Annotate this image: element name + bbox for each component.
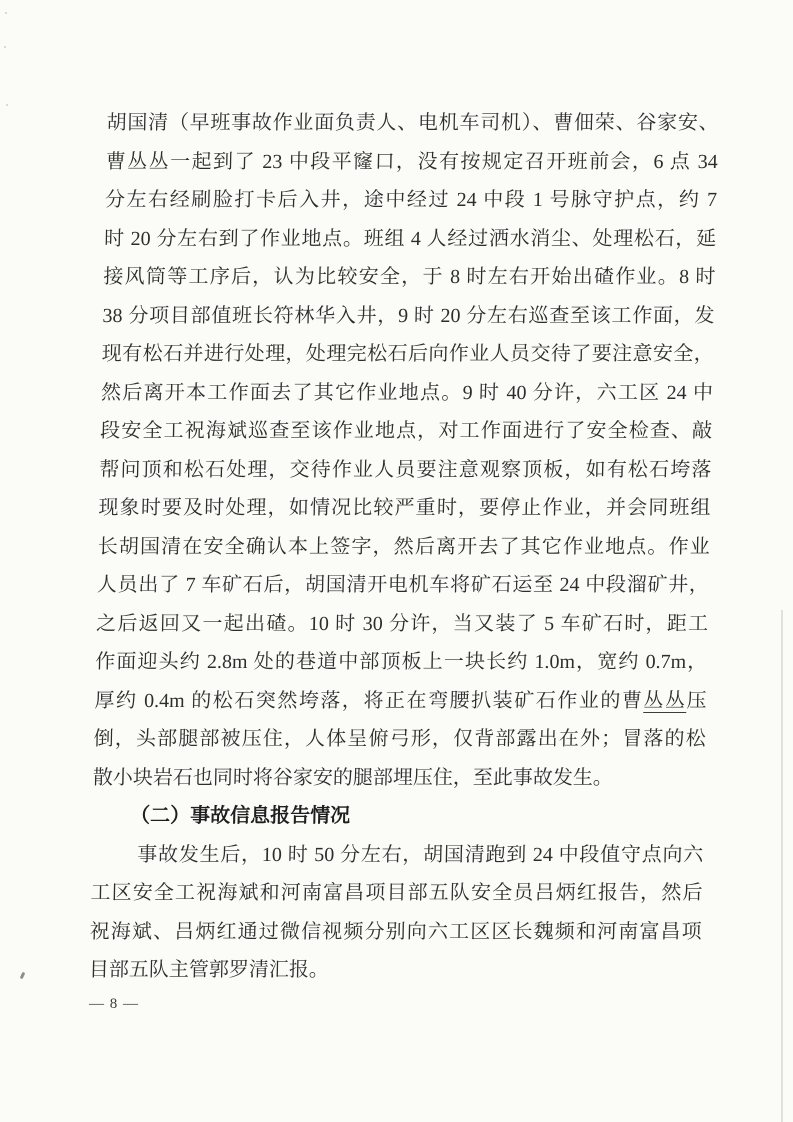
text-line: 长胡国清在安全确认本上签字，然后离开去了其它作业地点。作业 (97, 535, 710, 558)
scan-edge-line (781, 610, 783, 1122)
text-line: 散小块岩石也同时将谷家安的腿部埋压住，至此事故发生。 (92, 766, 614, 789)
scan-speck (4, 46, 6, 48)
scan-speck (20, 972, 26, 980)
text-line: 时 20 分左右到了作业地点。班组 4 人经过洒水消尘、处理松石，延 (103, 227, 717, 250)
text-line: 事故发生后，10 时 50 分左右，胡国清跑到 24 中段值守点向六 (137, 843, 704, 866)
text-line: 作面迎头约 2.8m 处的巷道中部顶板上一块长约 1.0m，宽约 0.7m， (95, 651, 708, 673)
scan-speck (6, 104, 8, 106)
text-line: 祝海斌、吕炳红通过微信视频分别向六工区区长魏频和河南富昌项 (89, 920, 702, 943)
text-line: 人员出了 7 车矿石后，胡国清开电机车将矿石运至 24 中段溜矿井， (96, 574, 710, 596)
scan-speck (5, 12, 7, 14)
text-line: 倒，头部腿部被压住，人体呈俯弓形，仅背部露出在外；冒落的松 (93, 728, 706, 750)
text-body (88, 104, 719, 990)
text-line: 帮问顶和松石处理，交待作业人员要注意观察顶板，如有松石垮落 (99, 458, 712, 481)
text-segment: 压 (686, 689, 707, 712)
section-heading: （二）事故信息报告情况 (129, 805, 351, 827)
text-line: 然后离开本工作面去了其它作业地点。9 时 40 分许，六工区 24 中 (100, 381, 714, 404)
text-line: 接风筒等工序后，认为比较安全，于 8 时左右开始出碴作业。8 时 (103, 266, 716, 288)
text-line: 胡国清（早班事故作业面负责人、电机车司机）、曹佃荣、谷家安、 (106, 112, 719, 134)
text-line: 38 分项目部值班长符林华入井，9 时 20 分左右巡查至该工作面，发 (102, 304, 715, 327)
underlined-name: 丛丛 (643, 689, 687, 712)
text-line: 工区安全工祝海斌和河南富昌项目部五队安全员吕炳红报告，然后 (90, 882, 703, 904)
text-line: 现象时要及时处理，如情况比较严重时，要停止作业，并会同班组 (98, 497, 711, 519)
text-line: 目部五队主管郭罗清汇报。 (88, 959, 330, 981)
text-segment: 厚约 0.4m 的松石突然垮落，将正在弯腰扒装矿石作业的曹 (94, 689, 644, 712)
text-line: 段安全工祝海斌巡查至该作业地点，对工作面进行了安全检查、敲 (99, 420, 713, 442)
text-line: 现有松石并进行处理，处理完松石后向作业人员交待了要注意安全， (101, 343, 714, 365)
text-line: 分左右经刷脸打卡后入井，途中经过 24 中段 1 号脉守护点，约 7 (104, 189, 718, 211)
text-line (94, 682, 707, 721)
page-number: — 8 — (89, 996, 139, 1012)
text-line: 之后返回又一起出碴。10 时 30 分许，当又装了 5 车矿石时，距工 (95, 612, 709, 635)
text-line: 曹丛丛一起到了 23 中段平窿口，没有按规定召开班前会，6 点 34 (105, 150, 719, 173)
